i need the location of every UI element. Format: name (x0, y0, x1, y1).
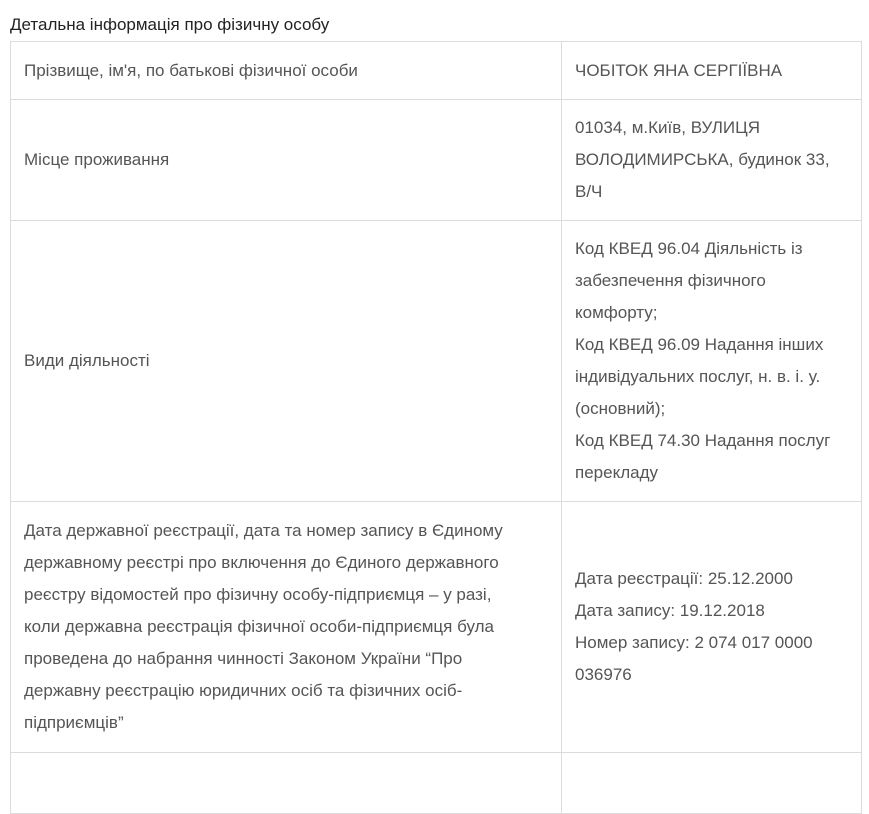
activities-label: Види діяльності (11, 221, 562, 502)
person-details-table (10, 41, 862, 814)
activities-value-line: Код КВЕД 96.04 Діяльність із (575, 239, 803, 258)
residence-label: Місце проживання (11, 100, 562, 221)
table-row-full-name (11, 42, 862, 100)
full-name-value-line: ЧОБІТОК ЯНА СЕРГІЇВНА (575, 60, 783, 80)
full-name-label: Прізвище, ім'я, по батькові фізичної особи (11, 42, 562, 100)
table-row-next (11, 753, 862, 814)
residence-value (562, 100, 862, 221)
residence-value-line: 01034, м.Київ, ВУЛИЦЯ (575, 118, 760, 137)
page-title: Детальна інформація про фізичну особу (10, 15, 330, 34)
activities-value-line: Код КВЕД 74.30 Надання послуг (575, 431, 831, 450)
registration-value-line: Дата реєстрації: 25.12.2000 (575, 569, 793, 588)
registration-label-line: проведена до набрання чинності Законом України “Про (24, 649, 463, 668)
registration-label-line: державну реєстрацію юридичних осіб та фізичних осіб- (24, 681, 463, 700)
table-row-registration (11, 502, 862, 753)
residence-value-line: В/Ч (575, 182, 603, 201)
activities-value-line: забезпечення фізичного (575, 271, 766, 290)
full-name-value (562, 42, 862, 100)
registration-label-line: коли державна реєстрація фізичної особи-підприємця була (24, 617, 494, 636)
registration-value (562, 502, 862, 753)
registration-label (11, 502, 562, 753)
registration-label-line: державному реєстрі про включення до Єдиного державного (24, 553, 499, 572)
table-row-residence (11, 100, 862, 221)
activities-value-line: Код КВЕД 96.09 Надання інших (575, 335, 824, 354)
activities-value-line: індивідуальних послуг, н. в. і. у. (575, 367, 821, 386)
registration-label-line: підприємців” (24, 713, 124, 732)
activities-value-line: (основний); (575, 399, 666, 418)
registration-value-line: 036976 (575, 665, 632, 684)
next-row-label (11, 753, 562, 814)
table-row-activities (11, 221, 862, 502)
registration-value-line: Номер запису: 2 074 017 0000 (575, 633, 813, 652)
registration-label-line: Дата державної реєстрації, дата та номер запису в Єдиному (24, 521, 503, 540)
registration-value-line: Дата запису: 19.12.2018 (575, 601, 765, 620)
activities-value-line: комфорту; (575, 303, 658, 322)
activities-value-line: перекладу (575, 463, 658, 482)
activities-value (562, 221, 862, 502)
next-row-value (562, 753, 862, 814)
residence-value-line: ВОЛОДИМИРСЬКА, будинок 33, (575, 150, 830, 169)
registration-label-line: реєстру відомостей про фізичну особу-підприємця – у разі, (24, 585, 492, 604)
